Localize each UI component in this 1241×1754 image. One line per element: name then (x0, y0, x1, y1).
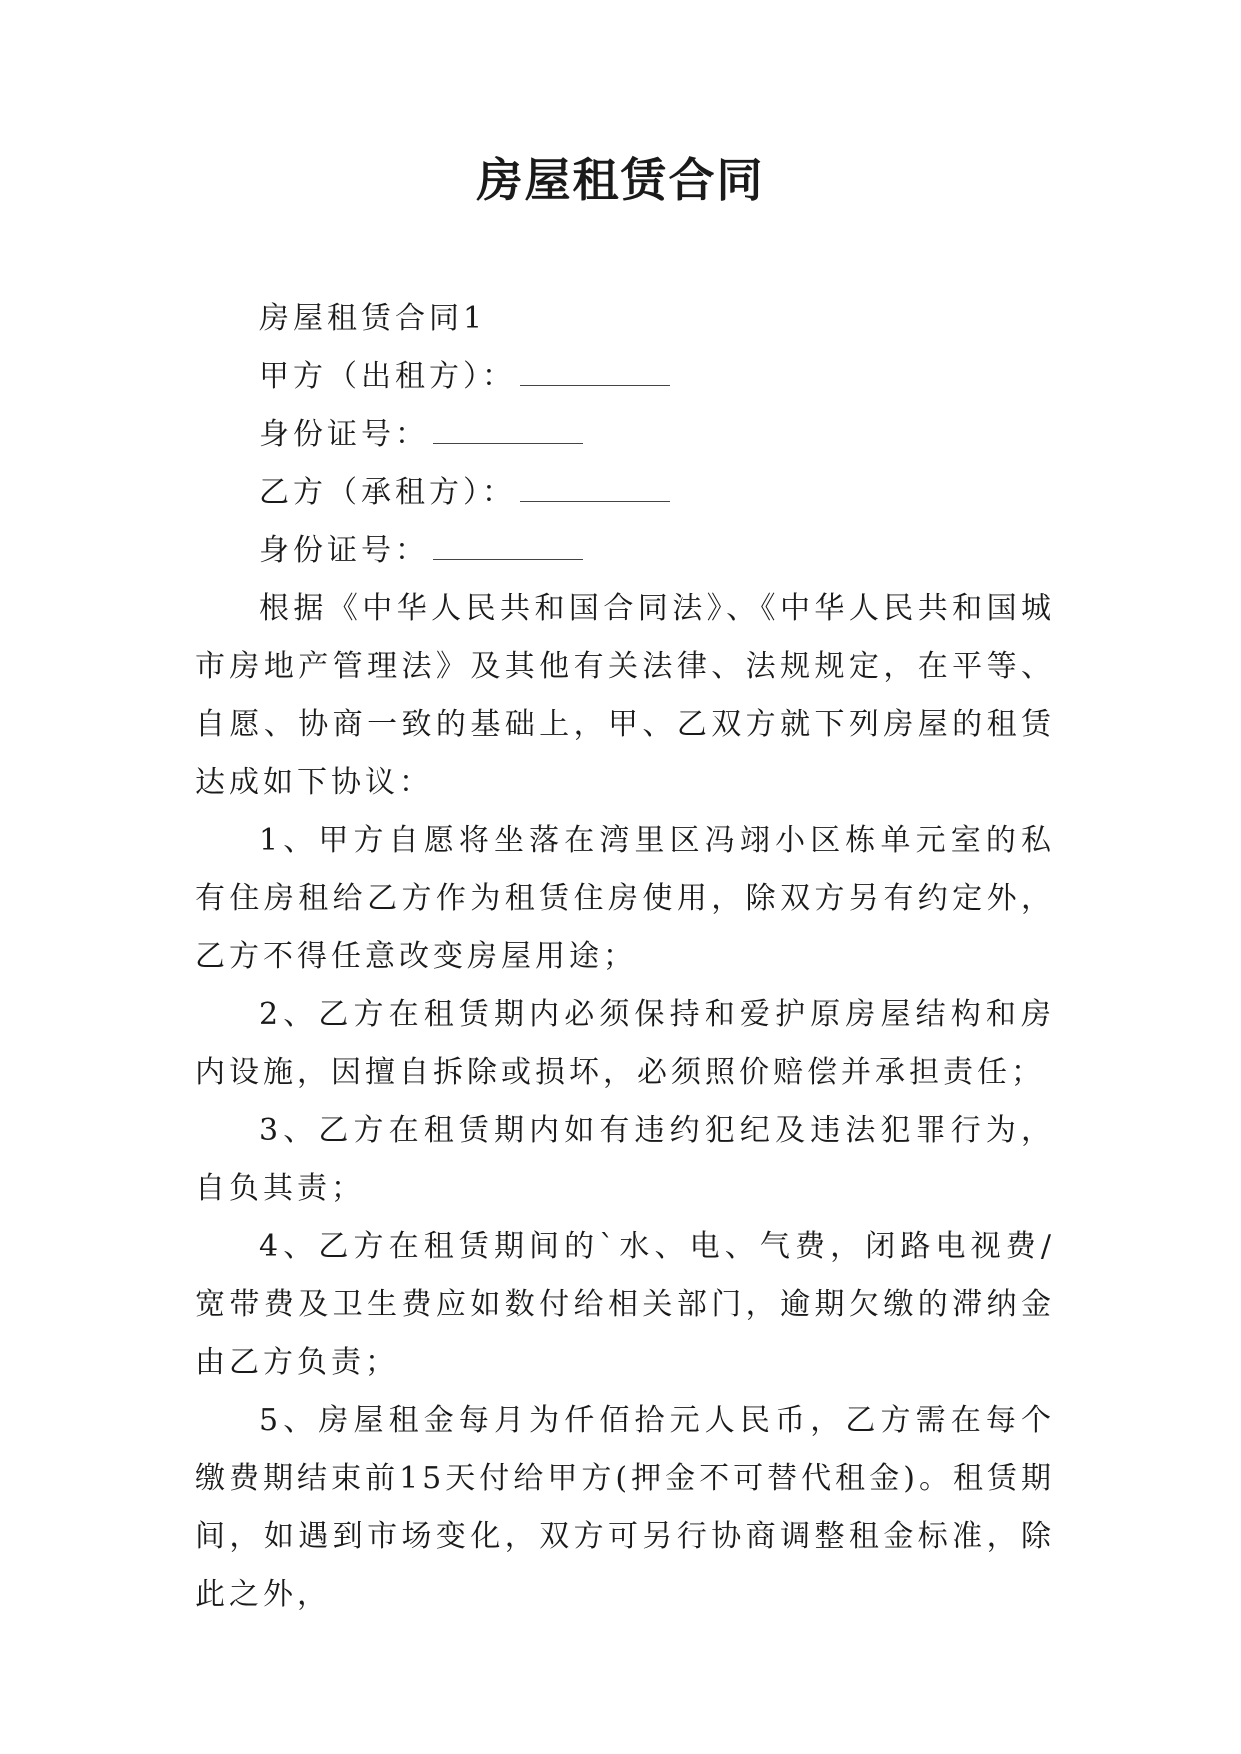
party-a-label: 甲方（出租方）： (259, 359, 516, 394)
party-a-id-label: 身份证号： (259, 417, 429, 452)
party-b-id-label: 身份证号： (259, 533, 429, 568)
party-a-line (195, 348, 1055, 406)
party-a-blank (520, 361, 670, 386)
party-b-id-line (195, 522, 1055, 580)
party-b-id-blank (433, 535, 583, 560)
document-title: 房屋租赁合同 (476, 153, 765, 207)
party-b-line (195, 464, 1055, 522)
contract-subtitle: 房屋租赁合同1 (259, 301, 487, 336)
party-a-id-line (195, 406, 1055, 464)
clause-paragraph: 3、乙方在租赁期内如有违约犯纪及违法犯罪行为，自负其责； (195, 1113, 1055, 1206)
clause-paragraph: 5、房屋租金每月为仟佰拾元人民币，乙方需在每个缴费期结束前15天付给甲方(押金不可替代租金)。租赁期间，如遇到市场变化，双方可另行协商调整租金标准，除此之外， (195, 1403, 1055, 1612)
party-a-id-blank (433, 419, 583, 444)
clause-paragraph: 1、甲方自愿将坐落在湾里区冯翊小区栋单元室的私有住房租给乙方作为租赁住房使用，除双方另有约定外，乙方不得任意改变房屋用途； (195, 823, 1055, 974)
clause-paragraph: 2、乙方在租赁期内必须保持和爱护原房屋结构和房内设施，因擅自拆除或损坏，必须照价赔偿并承担责任； (195, 997, 1055, 1090)
party-b-blank (520, 477, 670, 502)
intro-paragraph: 根据《中华人民共和国合同法》、《中华人民共和国城市房地产管理法》及其他有关法律、法规规定，在平等、自愿、协商一致的基础上，甲、乙双方就下列房屋的租赁达成如下协议： (195, 591, 1055, 800)
document-body (195, 290, 1055, 1624)
party-b-label: 乙方（承租方）： (259, 475, 516, 510)
clause-paragraph: 4、乙方在租赁期间的`水、电、气费，闭路电视费/宽带费及卫生费应如数付给相关部门，逾期欠缴的滞纳金由乙方负责； (195, 1229, 1055, 1380)
